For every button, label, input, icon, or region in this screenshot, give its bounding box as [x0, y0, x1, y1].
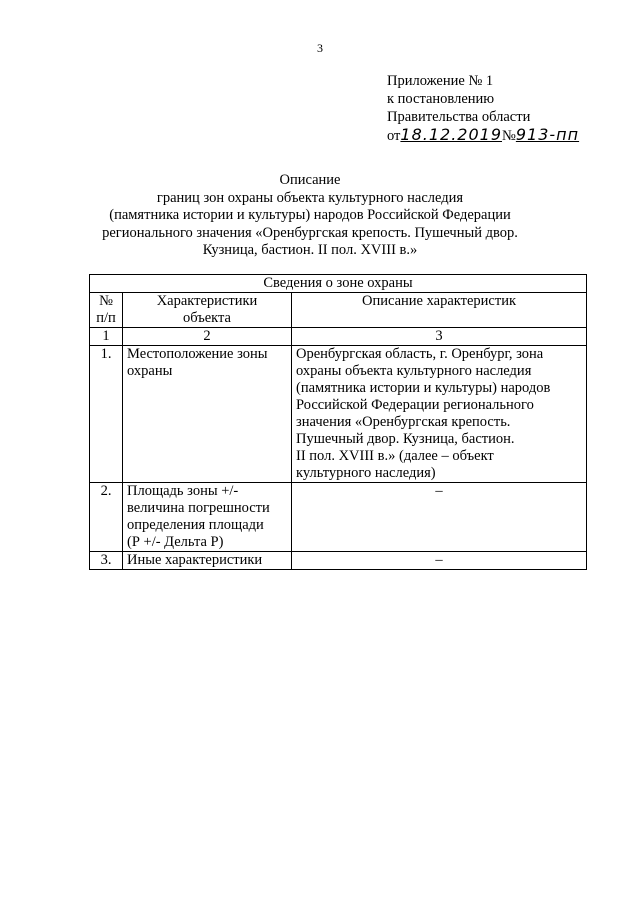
- appendix-line-1: Приложение № 1: [387, 73, 494, 89]
- char-line: определения площади: [127, 517, 264, 533]
- char-line: охраны: [127, 363, 173, 379]
- number-prefix: №: [502, 128, 516, 144]
- table-header-row: [90, 293, 587, 328]
- handwritten-number: 913-пп: [515, 125, 580, 144]
- char-line: величина погрешности: [127, 500, 270, 516]
- char-line: Местоположение зоны: [127, 346, 268, 362]
- desc-line: Российской Федерации регионального: [296, 397, 534, 413]
- zone-info-table: [89, 274, 587, 570]
- row-number: 2.: [90, 483, 123, 552]
- row-number: 1.: [90, 346, 123, 483]
- table-row: [90, 346, 587, 483]
- row-characteristic: [123, 346, 292, 483]
- desc-line: значения «Оренбургская крепость.: [296, 414, 511, 430]
- char-line: Площадь зоны +/-: [127, 483, 239, 499]
- row-characteristic: [123, 552, 292, 570]
- table-row: [90, 552, 587, 570]
- date-prefix: от: [387, 128, 401, 144]
- char-line: (Р +/- Дельта Р): [127, 534, 224, 550]
- appendix-date-line: [387, 126, 579, 145]
- index-cell-3: 3: [292, 328, 587, 346]
- title-line-1: Описание: [279, 172, 341, 188]
- appendix-line-3: Правительства области: [387, 109, 531, 125]
- index-cell-1: 1: [90, 328, 123, 346]
- table-row: [90, 483, 587, 552]
- row-description: [292, 346, 587, 483]
- title-line-3: (памятника истории и культуры) народов Российской Федерации: [109, 207, 511, 223]
- title-line-5: Кузница, бастион. II пол. XVIII в.»: [202, 242, 418, 258]
- row-number: 3.: [90, 552, 123, 570]
- desc-line: Оренбургская область, г. Оренбург, зона: [296, 346, 544, 362]
- desc-line: Пушечный двор. Кузница, бастион.: [296, 431, 515, 447]
- appendix-header: [387, 72, 579, 145]
- document-title: [60, 172, 560, 260]
- title-line-4: регионального значения «Оренбургская крепость. Пушечный двор.: [102, 224, 518, 241]
- row-description: –: [292, 552, 587, 570]
- handwritten-date: 18.12.2019: [400, 125, 503, 144]
- header-char-line-1: Характеристики: [156, 293, 258, 309]
- desc-line: (памятника истории и культуры) народов: [296, 380, 551, 396]
- header-num: [90, 293, 123, 328]
- desc-line: охраны объекта культурного наследия: [296, 363, 532, 379]
- row-characteristic: [123, 483, 292, 552]
- desc-line: культурного наследия): [296, 465, 436, 481]
- char-line: Иные характеристики: [127, 552, 263, 568]
- header-char-line-2: объекта: [182, 310, 231, 326]
- header-characteristics: [123, 293, 292, 328]
- header-num-line-1: №: [99, 293, 113, 309]
- page-number: 3: [317, 41, 323, 55]
- table-caption-row: [90, 275, 587, 293]
- desc-line: II пол. XVIII в.» (далее – объект: [296, 448, 494, 464]
- header-num-line-2: п/п: [96, 310, 116, 326]
- table-caption: Сведения о зоне охраны: [90, 275, 587, 293]
- row-description: –: [292, 483, 587, 552]
- title-line-2: границ зон охраны объекта культурного наследия: [156, 189, 464, 206]
- table-index-row: [90, 328, 587, 346]
- index-cell-2: 2: [123, 328, 292, 346]
- appendix-line-2: к постановлению: [387, 91, 495, 107]
- header-description: Описание характеристик: [292, 293, 587, 328]
